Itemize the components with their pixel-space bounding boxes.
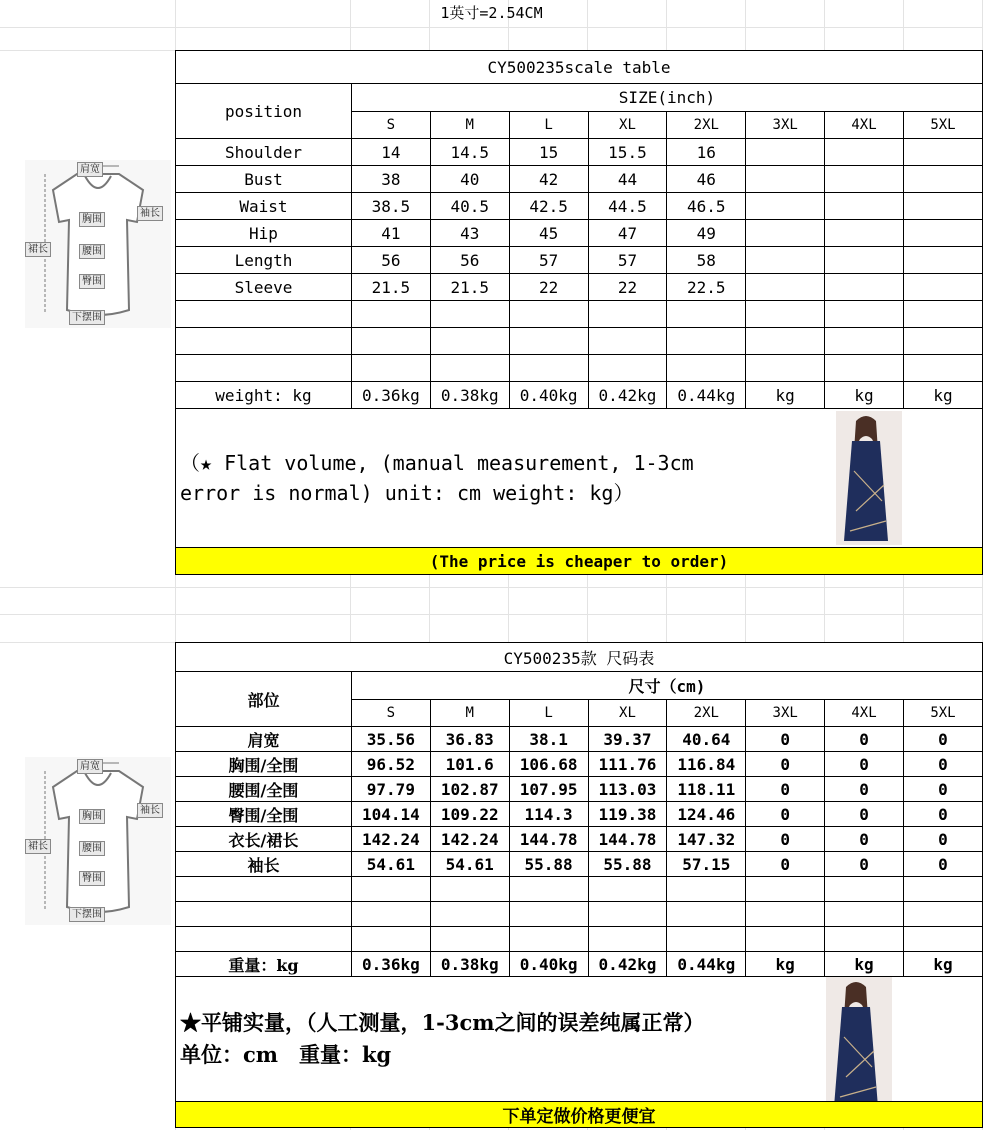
- measurement-cell: [903, 220, 982, 247]
- size-label: 5XL: [903, 112, 982, 139]
- measurement-cell: 111.76: [588, 752, 667, 777]
- measurement-cell: 0: [825, 752, 904, 777]
- measurement-cell: 0: [825, 802, 904, 827]
- diagram-label-chest: 胸围: [79, 809, 105, 824]
- measurement-cell: 36.83: [430, 727, 509, 752]
- weight-value: kg: [746, 952, 825, 977]
- weight-value: 0.44kg: [667, 952, 746, 977]
- measurement-cell: 38.1: [509, 727, 588, 752]
- measurement-cell: 39.37: [588, 727, 667, 752]
- row-label: Shoulder: [176, 139, 352, 166]
- measurement-cell: 101.6: [430, 752, 509, 777]
- measurement-cell: [746, 166, 825, 193]
- measurement-cell: 57.15: [667, 852, 746, 877]
- measurement-cell: 142.24: [351, 827, 430, 852]
- measurement-cell: 144.78: [588, 827, 667, 852]
- measurement-cell: 0: [746, 752, 825, 777]
- table-row: [176, 802, 983, 827]
- row-label: 腰围/全围: [176, 777, 352, 802]
- measurement-cell: 54.61: [430, 852, 509, 877]
- table-row: [176, 247, 983, 274]
- diagram-label-hem: 下摆围: [69, 310, 105, 325]
- position-header: 部位: [176, 672, 352, 727]
- measurement-cell: 0: [903, 802, 982, 827]
- measurement-cell: 58: [667, 247, 746, 274]
- product-photo: [836, 411, 902, 545]
- measurement-cell: 0: [903, 777, 982, 802]
- weight-value: kg: [746, 382, 825, 409]
- diagram-label-hip: 臀围: [79, 871, 105, 886]
- row-label: 袖长: [176, 852, 352, 877]
- weight-value: kg: [903, 952, 982, 977]
- measurement-cell: 56: [430, 247, 509, 274]
- measurement-cell: 14.5: [430, 139, 509, 166]
- table-row: [176, 139, 983, 166]
- measurement-cell: [903, 166, 982, 193]
- measurement-cell: 56: [351, 247, 430, 274]
- measurement-cell: 40: [430, 166, 509, 193]
- measurement-cell: 0: [746, 777, 825, 802]
- table-row: [176, 852, 983, 877]
- measurement-cell: 0: [746, 727, 825, 752]
- weight-value: 0.38kg: [430, 952, 509, 977]
- measurement-cell: [746, 220, 825, 247]
- table-row: [176, 777, 983, 802]
- row-label: Length: [176, 247, 352, 274]
- measurement-cell: 0: [825, 852, 904, 877]
- measurement-cell: [825, 247, 904, 274]
- diagram-label-length: 裙长: [25, 839, 51, 854]
- weight-value: kg: [903, 382, 982, 409]
- measurement-cell: 144.78: [509, 827, 588, 852]
- measurement-cell: 46: [667, 166, 746, 193]
- measurement-cell: 40.5: [430, 193, 509, 220]
- measurement-cell: 0: [903, 852, 982, 877]
- size-label: 2XL: [667, 700, 746, 727]
- position-header: position: [176, 84, 352, 139]
- measurement-cell: 35.56: [351, 727, 430, 752]
- measurement-note-text: （★ Flat volume, (manual measurement, 1-3cm error is normal) unit: cm weight: kg）: [180, 451, 694, 505]
- measurement-cell: 119.38: [588, 802, 667, 827]
- measurement-cell: 0: [903, 727, 982, 752]
- size-label: 2XL: [667, 112, 746, 139]
- measurement-cell: [746, 193, 825, 220]
- measurement-cell: 44.5: [588, 193, 667, 220]
- measurement-cell: 16: [667, 139, 746, 166]
- measurement-cell: 147.32: [667, 827, 746, 852]
- diagram-label-sleeve: 袖长: [137, 206, 163, 221]
- measurement-cell: 55.88: [509, 852, 588, 877]
- measurement-cell: [825, 274, 904, 301]
- measurement-cell: 43: [430, 220, 509, 247]
- size-label: 4XL: [825, 700, 904, 727]
- inch-conversion-note: 1英寸=2.54CM: [440, 4, 543, 22]
- measurement-cell: 0: [746, 852, 825, 877]
- measurement-cell: 104.14: [351, 802, 430, 827]
- size-label: L: [509, 700, 588, 727]
- dress-measurement-diagram-2: [25, 757, 171, 925]
- diagram-label-shoulder: 肩宽: [77, 759, 103, 774]
- weight-value: 0.38kg: [430, 382, 509, 409]
- measurement-cell: 47: [588, 220, 667, 247]
- measurement-cell: 57: [509, 247, 588, 274]
- measurement-cell: [903, 139, 982, 166]
- measurement-cell: 107.95: [509, 777, 588, 802]
- measurement-cell: 46.5: [667, 193, 746, 220]
- measurement-cell: 0: [903, 752, 982, 777]
- measurement-cell: 97.79: [351, 777, 430, 802]
- table-title: CY500235款 尺码表: [176, 643, 983, 672]
- weight-value: 0.36kg: [351, 952, 430, 977]
- weight-label: 重量：kg: [176, 952, 352, 977]
- measurement-cell: 15: [509, 139, 588, 166]
- measurement-cell: 106.68: [509, 752, 588, 777]
- weight-value: 0.42kg: [588, 952, 667, 977]
- table-row: [176, 727, 983, 752]
- diagram-label-hip: 臀围: [79, 274, 105, 289]
- measurement-cell: 22: [509, 274, 588, 301]
- table-row: [176, 166, 983, 193]
- table-title: CY500235scale table: [176, 51, 983, 84]
- measurement-cell: 96.52: [351, 752, 430, 777]
- table-row: [176, 752, 983, 777]
- measurement-cell: [903, 274, 982, 301]
- size-label: S: [351, 700, 430, 727]
- measurement-cell: 0: [825, 827, 904, 852]
- table-row: [176, 220, 983, 247]
- measurement-cell: 38.5: [351, 193, 430, 220]
- diagram-label-shoulder: 肩宽: [77, 162, 103, 177]
- measurement-cell: 22.5: [667, 274, 746, 301]
- size-header: SIZE(inch): [351, 84, 982, 112]
- row-label: Waist: [176, 193, 352, 220]
- weight-label: weight: kg: [176, 382, 352, 409]
- weight-value: 0.36kg: [351, 382, 430, 409]
- measurement-note: [176, 409, 983, 548]
- measurement-cell: [825, 166, 904, 193]
- measurement-note-line2: 单位：cm 重量：kg: [180, 1042, 392, 1067]
- table-row: [176, 827, 983, 852]
- size-label: XL: [588, 112, 667, 139]
- measurement-note-cn: [176, 977, 983, 1102]
- measurement-cell: 142.24: [430, 827, 509, 852]
- row-label: Sleeve: [176, 274, 352, 301]
- measurement-cell: 45: [509, 220, 588, 247]
- weight-value: 0.44kg: [667, 382, 746, 409]
- size-table-inch: [175, 50, 983, 575]
- product-photo: [826, 977, 892, 1102]
- measurement-cell: 44: [588, 166, 667, 193]
- dress-measurement-diagram: [25, 160, 171, 328]
- size-label: 5XL: [903, 700, 982, 727]
- row-label: 肩宽: [176, 727, 352, 752]
- measurement-cell: 42: [509, 166, 588, 193]
- size-label: 4XL: [825, 112, 904, 139]
- diagram-label-chest: 胸围: [79, 212, 105, 227]
- measurement-cell: [903, 193, 982, 220]
- diagram-label-hem: 下摆围: [69, 907, 105, 922]
- measurement-cell: 14: [351, 139, 430, 166]
- weight-value: kg: [825, 382, 904, 409]
- diagram-label-length: 裙长: [25, 242, 51, 257]
- measurement-cell: [903, 247, 982, 274]
- measurement-cell: [746, 139, 825, 166]
- row-label: Bust: [176, 166, 352, 193]
- measurement-cell: 57: [588, 247, 667, 274]
- table-row: [176, 274, 983, 301]
- size-table-cm: [175, 642, 983, 1128]
- measurement-cell: 0: [825, 727, 904, 752]
- measurement-cell: 42.5: [509, 193, 588, 220]
- measurement-cell: 21.5: [351, 274, 430, 301]
- size-header: 尺寸（cm): [351, 672, 982, 700]
- row-label: 衣长/裙长: [176, 827, 352, 852]
- diagram-label-sleeve: 袖长: [137, 803, 163, 818]
- size-label: L: [509, 112, 588, 139]
- weight-value: kg: [825, 952, 904, 977]
- measurement-cell: 113.03: [588, 777, 667, 802]
- measurement-cell: [825, 193, 904, 220]
- weight-value: 0.42kg: [588, 382, 667, 409]
- measurement-cell: 116.84: [667, 752, 746, 777]
- measurement-cell: 49: [667, 220, 746, 247]
- measurement-cell: 40.64: [667, 727, 746, 752]
- size-label: S: [351, 112, 430, 139]
- size-label: 3XL: [746, 700, 825, 727]
- measurement-cell: [825, 139, 904, 166]
- measurement-cell: 55.88: [588, 852, 667, 877]
- measurement-cell: 118.11: [667, 777, 746, 802]
- row-label: Hip: [176, 220, 352, 247]
- measurement-cell: 22: [588, 274, 667, 301]
- measurement-cell: [825, 220, 904, 247]
- size-label: 3XL: [746, 112, 825, 139]
- measurement-cell: 0: [825, 777, 904, 802]
- measurement-cell: 0: [746, 827, 825, 852]
- measurement-note-line1: ★平铺实量，（人工测量，1-3cm之间的误差纯属正常）: [180, 1010, 705, 1035]
- row-label: 胸围/全围: [176, 752, 352, 777]
- weight-value: 0.40kg: [509, 382, 588, 409]
- weight-value: 0.40kg: [509, 952, 588, 977]
- measurement-cell: 102.87: [430, 777, 509, 802]
- price-footer: (The price is cheaper to order): [176, 548, 983, 575]
- size-label: M: [430, 700, 509, 727]
- row-label: 臀围/全围: [176, 802, 352, 827]
- measurement-cell: 0: [746, 802, 825, 827]
- size-label: M: [430, 112, 509, 139]
- measurement-cell: 109.22: [430, 802, 509, 827]
- size-label: XL: [588, 700, 667, 727]
- measurement-cell: 0: [903, 827, 982, 852]
- price-footer: 下单定做价格更便宜: [176, 1102, 983, 1128]
- measurement-cell: 54.61: [351, 852, 430, 877]
- table-row: [176, 193, 983, 220]
- measurement-cell: 38: [351, 166, 430, 193]
- measurement-cell: 124.46: [667, 802, 746, 827]
- diagram-label-waist: 腰围: [79, 244, 105, 259]
- measurement-cell: 21.5: [430, 274, 509, 301]
- measurement-cell: 41: [351, 220, 430, 247]
- diagram-label-waist: 腰围: [79, 841, 105, 856]
- measurement-cell: 114.3: [509, 802, 588, 827]
- measurement-cell: [746, 274, 825, 301]
- measurement-cell: 15.5: [588, 139, 667, 166]
- measurement-cell: [746, 247, 825, 274]
